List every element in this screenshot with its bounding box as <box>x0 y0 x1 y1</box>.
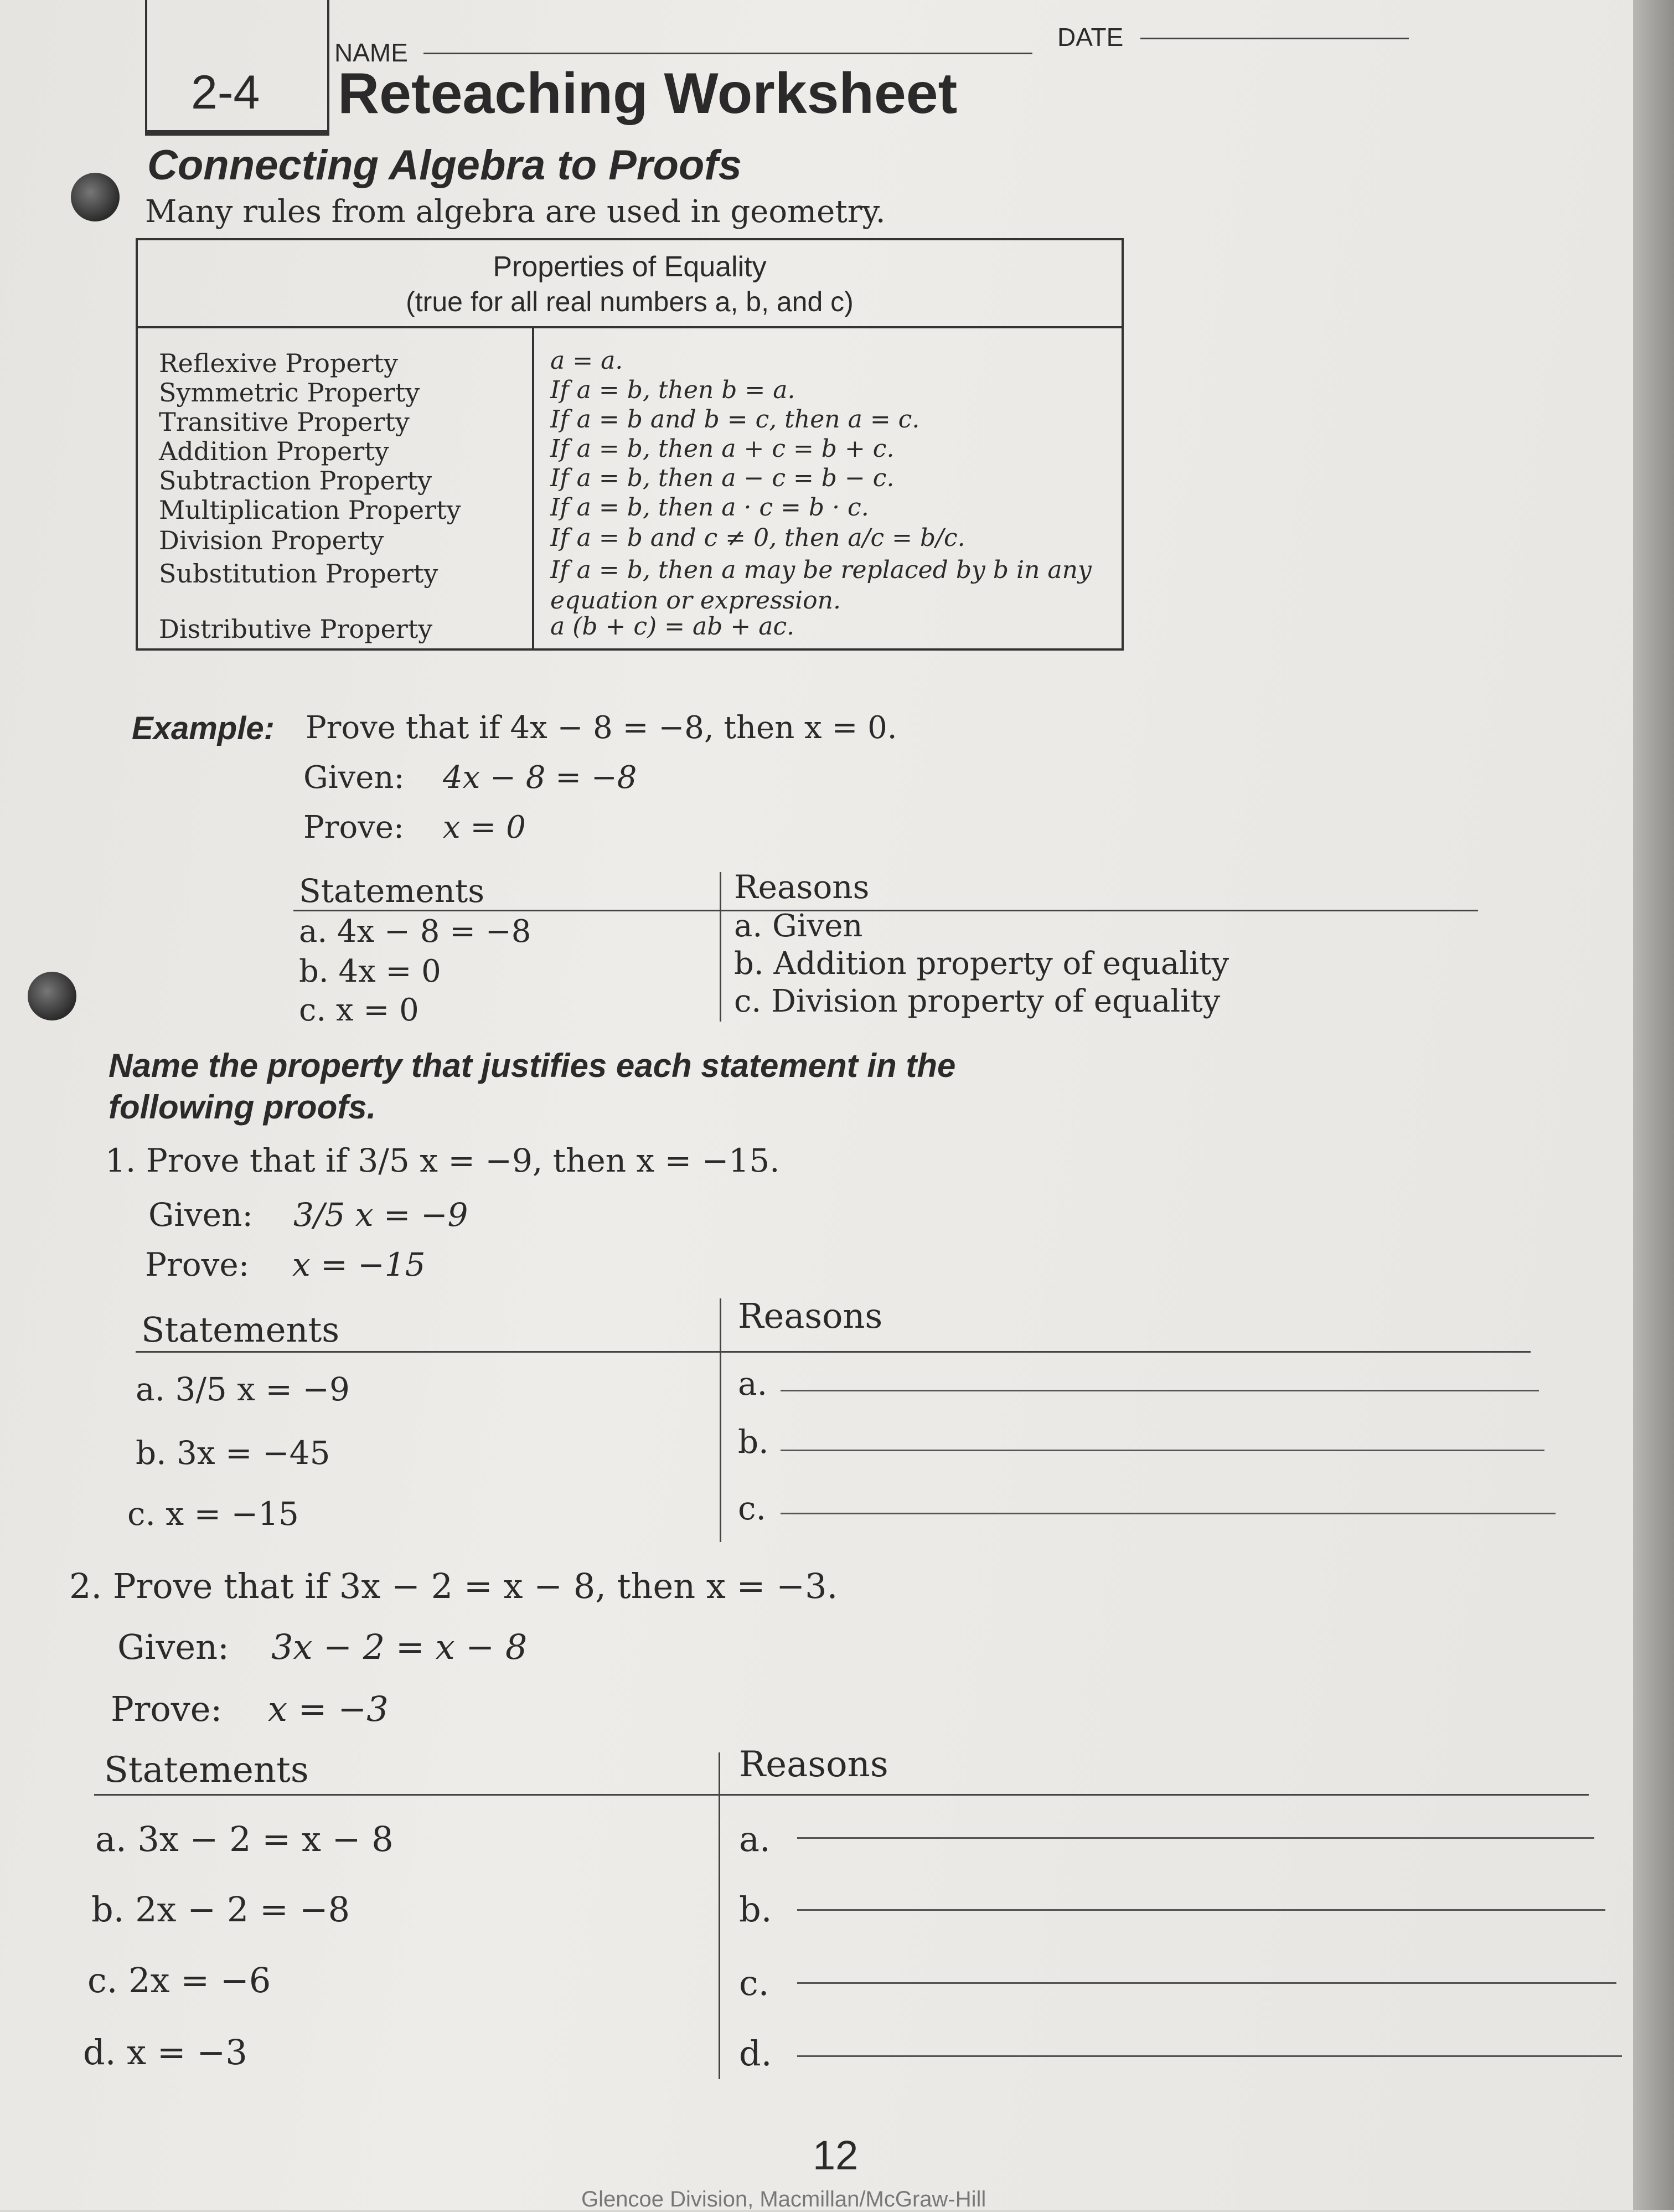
problem2-statements-header: Statements <box>104 1750 309 1791</box>
example-table-divider <box>720 872 721 1022</box>
property-rule: If a = b and c ≠ 0, then a/c = b/c. <box>550 524 965 552</box>
problem1-reason-letter: b. <box>738 1423 769 1461</box>
section-subtitle: Connecting Algebra to Proofs <box>147 142 742 189</box>
properties-table-title: Properties of Equality <box>493 251 767 283</box>
property-rule: If a = b, then a − c = b − c. <box>550 464 895 492</box>
example-table-rule <box>293 910 1478 911</box>
problem1-statement: c. x = −15 <box>127 1495 299 1533</box>
property-name: Subtraction Property <box>159 466 432 496</box>
example-prove: x = 0 <box>443 809 526 845</box>
property-rule: If a = b, then b = a. <box>550 376 795 404</box>
page-number: 12 <box>813 2132 859 2178</box>
problem1-prove: x = −15 <box>292 1246 426 1283</box>
property-name: Substitution Property <box>159 559 438 589</box>
section-intro: Many rules from algebra are used in geometry. <box>145 194 886 230</box>
problem1-statements-header: Statements <box>141 1309 340 1350</box>
problem1-answer-line[interactable] <box>781 1450 1544 1451</box>
property-rule: If a = b, then a · c = b · c. <box>550 493 869 522</box>
lesson-number: 2-4 <box>191 66 260 119</box>
problem2-reason-letter: c. <box>739 1963 769 2003</box>
publisher-credit: Glencoe Division, Macmillan/McGraw-Hill <box>581 2187 986 2211</box>
example-prove-label: Prove: <box>303 809 404 845</box>
property-name: Addition Property <box>159 436 389 466</box>
problem2-given: 3x − 2 = x − 8 <box>271 1627 528 1667</box>
problem2-answer-line[interactable] <box>797 1909 1605 1911</box>
problem1-table-divider <box>720 1298 721 1542</box>
problem1-reasons-header: Reasons <box>738 1296 883 1336</box>
worksheet-title: Reteaching Worksheet <box>338 61 958 126</box>
problem2-statement: d. x = −3 <box>83 2032 247 2072</box>
properties-table-subtitle: (true for all real numbers a, b, and c) <box>406 286 854 317</box>
problem1-answer-line[interactable] <box>781 1390 1539 1391</box>
property-name: Symmetric Property <box>159 378 420 408</box>
property-name: Reflexive Property <box>159 348 399 378</box>
property-name: Multiplication Property <box>159 495 461 525</box>
problem1-statement: b. 3x = −45 <box>136 1434 330 1472</box>
example-statement: b. 4x = 0 <box>299 953 441 989</box>
example-given: 4x − 8 = −8 <box>443 760 637 796</box>
problem2-statement: c. 2x = −6 <box>87 1960 271 2000</box>
problem2-given-label: Given: <box>117 1627 229 1667</box>
instructions-line-1: Name the property that justifies each statement in the <box>108 1047 956 1084</box>
problem2-statement: a. 3x − 2 = x − 8 <box>95 1819 394 1859</box>
problem2-reasons-header: Reasons <box>739 1744 888 1785</box>
name-field-line[interactable] <box>423 53 1032 54</box>
problem1-statement: a. 3/5 x = −9 <box>136 1370 350 1408</box>
binder-hole <box>28 972 76 1020</box>
example-label: Example: <box>132 710 275 746</box>
problem2-statement: b. 2x − 2 = −8 <box>91 1889 350 1930</box>
example-reason: b. Addition property of equality <box>734 946 1229 982</box>
date-field-line[interactable] <box>1140 38 1409 39</box>
example-reason: a. Given <box>734 908 863 944</box>
problem2-prompt: 2. Prove that if 3x − 2 = x − 8, then x = −3. <box>69 1566 838 1606</box>
problem2-prove: x = −3 <box>268 1689 389 1729</box>
problem2-reason-letter: d. <box>739 2033 772 2074</box>
problem2-reason-letter: a. <box>739 1819 771 1859</box>
binder-hole <box>71 173 120 221</box>
problem1-table-rule <box>136 1351 1531 1353</box>
property-rule: If a = b and b = c, then a = c. <box>550 405 920 434</box>
example-statement: c. x = 0 <box>299 992 419 1028</box>
property-name: Division Property <box>159 525 384 555</box>
problem1-prove-label: Prove: <box>145 1246 250 1283</box>
problem1-given-label: Given: <box>148 1196 253 1234</box>
problem2-table-rule <box>94 1794 1589 1796</box>
problem1-answer-line[interactable] <box>781 1513 1556 1514</box>
problem2-answer-line[interactable] <box>797 1837 1594 1839</box>
property-name: Distributive Property <box>159 614 433 644</box>
problem1-prompt: 1. Prove that if 3/5 x = −9, then x = −15. <box>105 1142 780 1179</box>
example-reason: c. Division property of equality <box>734 983 1221 1019</box>
problem2-reason-letter: b. <box>739 1889 772 1930</box>
instructions-line-2: following proofs. <box>108 1089 376 1126</box>
property-rule: a = a. <box>550 347 623 375</box>
property-rule: If a = b, then a + c = b + c. <box>550 435 895 463</box>
property-name: Transitive Property <box>159 407 410 437</box>
example-statement: a. 4x − 8 = −8 <box>299 914 531 950</box>
problem1-reason-letter: c. <box>738 1489 766 1527</box>
problem2-answer-line[interactable] <box>797 1982 1616 1984</box>
properties-table <box>136 238 1124 651</box>
example-given-label: Given: <box>303 760 405 796</box>
property-rule: a (b + c) = ab + ac. <box>550 612 795 641</box>
properties-table-header <box>138 240 1122 328</box>
problem1-given: 3/5 x = −9 <box>293 1196 468 1234</box>
example-prompt: Prove that if 4x − 8 = −8, then x = 0. <box>306 710 897 746</box>
name-label: NAME <box>334 38 408 67</box>
problem2-answer-line[interactable] <box>797 2055 1622 2057</box>
paper-edge-shadow <box>1633 0 1674 2210</box>
property-rule: If a = b, then a may be replaced by b in any <box>550 556 1092 584</box>
problem2-table-divider <box>719 1752 720 2079</box>
problem2-prove-label: Prove: <box>111 1689 223 1729</box>
example-reasons-header: Reasons <box>734 868 870 906</box>
properties-table-divider <box>532 326 534 648</box>
problem1-reason-letter: a. <box>738 1365 768 1403</box>
date-label: DATE <box>1057 23 1124 51</box>
example-statements-header: Statements <box>299 872 485 910</box>
property-rule: equation or expression. <box>550 586 841 615</box>
